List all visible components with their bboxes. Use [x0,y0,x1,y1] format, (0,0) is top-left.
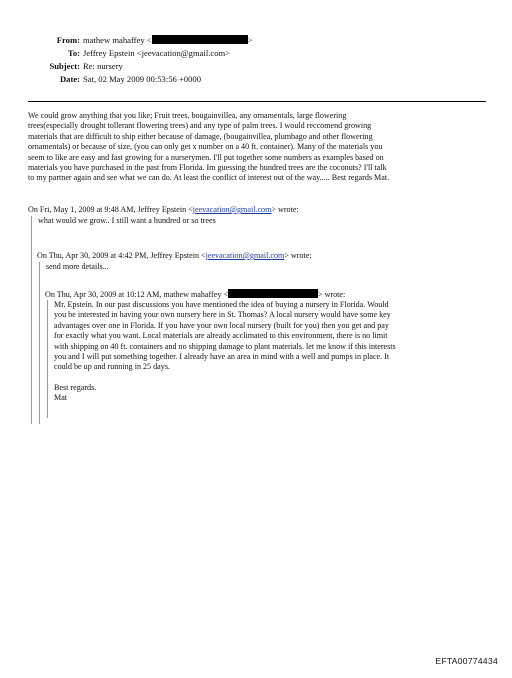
email-link[interactable]: jeevacation@gmail.com [205,251,285,260]
quote2-intro-post: > wrote: [284,251,312,260]
email-link[interactable]: jeevacation@gmail.com [192,205,272,214]
header-divider [28,101,486,102]
quote3-line: you and I will put something together. I already have an area in mind with a well and pumps in place. It [54,352,390,362]
quote2-intro-pre: On Thu, Apr 30, 2009 at 4:42 PM, Jeffrey Epstein < [37,251,206,260]
message-body [28,111,486,184]
body-line: trees(especially drought tollerant flowering trees) and any type of palm trees. I would reccomend growing [28,121,372,131]
body-line: seem to like are easy and fast growing for a nurserymen. I'll put together some numbers as examples based on [28,152,384,162]
date-label: Date: [59,74,80,84]
quote3-line: with shipping on 40 ft. containers and no shipping damage to plant materials. let me know if this interests [54,341,396,351]
quote1-block [31,216,493,424]
quote3-line: could be up and running in 25 days. [54,362,170,372]
quote2-block [39,262,482,424]
body-line: We could grow anything that you like; Fruit trees, bougainvillea, any ornamentals, large flowering [28,111,347,120]
quote1-intro-pre: On Fri, May 1, 2009 at 9:48 AM, Jeffrey Epstein < [28,205,193,214]
quote2-text: send more details... [46,262,109,271]
quote3-line: Mr. Epstein. In our past discussions you have mentioned the idea of buying a nursery in Florida. Would [54,300,389,309]
to-label: To: [67,48,80,58]
quote1-text: what would we grow.. I still want a hundred or so trees [38,216,216,225]
quote1-intro-post: > wrote: [271,205,299,214]
quote3-intro-post: > wrote: [317,290,346,299]
quote3-intro [45,289,470,300]
from-close: > [247,35,253,45]
body-line: materials you have purchased in the past from Florida. Im guessing the hundred trees are the coconuts? I'll talk [28,163,387,173]
to-value: Jeffrey Epstein <jeevacation@gmail.com> [83,48,231,58]
quote3-line: you be interested in having your own nursery here in St. Thomas? A local nursery would have some key [54,310,391,320]
quote3-wrapper [45,289,470,403]
quote3-block [47,300,474,418]
subject-row [30,60,253,73]
quote2-wrapper [37,251,477,403]
subject-value: Re: nursery [83,61,123,71]
quote1-intro [28,205,486,215]
from-row [30,34,253,47]
date-value: Sat, 02 May 2009 00:53:56 +0000 [83,74,201,84]
date-row [30,73,253,86]
body-line: materials that are difficult to ship either because of damage, (bougainvillea, plumbago and other flowering [28,131,373,141]
body-line: ornamentals) or because of size, (you can only get x number on a 40 ft. container). Many of the materials you [28,142,383,152]
quote3-signature: Mat [54,393,68,403]
redaction-box [152,35,248,44]
quote2-intro [37,251,477,261]
body-line: to my partner again and see what we can do. At least the conflict of interest out of the way..... Best regards Mat. [28,173,390,183]
quoted-thread [28,205,486,403]
quote3-line: for exactly what you want. Local materials are already acclimated to this environment, there is no limit [54,331,388,341]
quote3-line: advantages over one in Florida. If you have your own local nursery (built for you) then you get and pay [54,320,389,330]
redaction-box [228,289,318,298]
bates-number: EFTA00774434 [435,656,498,666]
from-value: mathew mahaffey < [83,35,152,45]
quote3-closing: Best regards. [54,382,97,392]
quote3-intro-pre: On Thu, Apr 30, 2009 at 10:12 AM, mathew mahaffey < [45,290,228,299]
email-headers [30,34,253,86]
to-row [30,47,253,60]
subject-label: Subject: [49,61,80,71]
from-label: From: [56,35,80,45]
